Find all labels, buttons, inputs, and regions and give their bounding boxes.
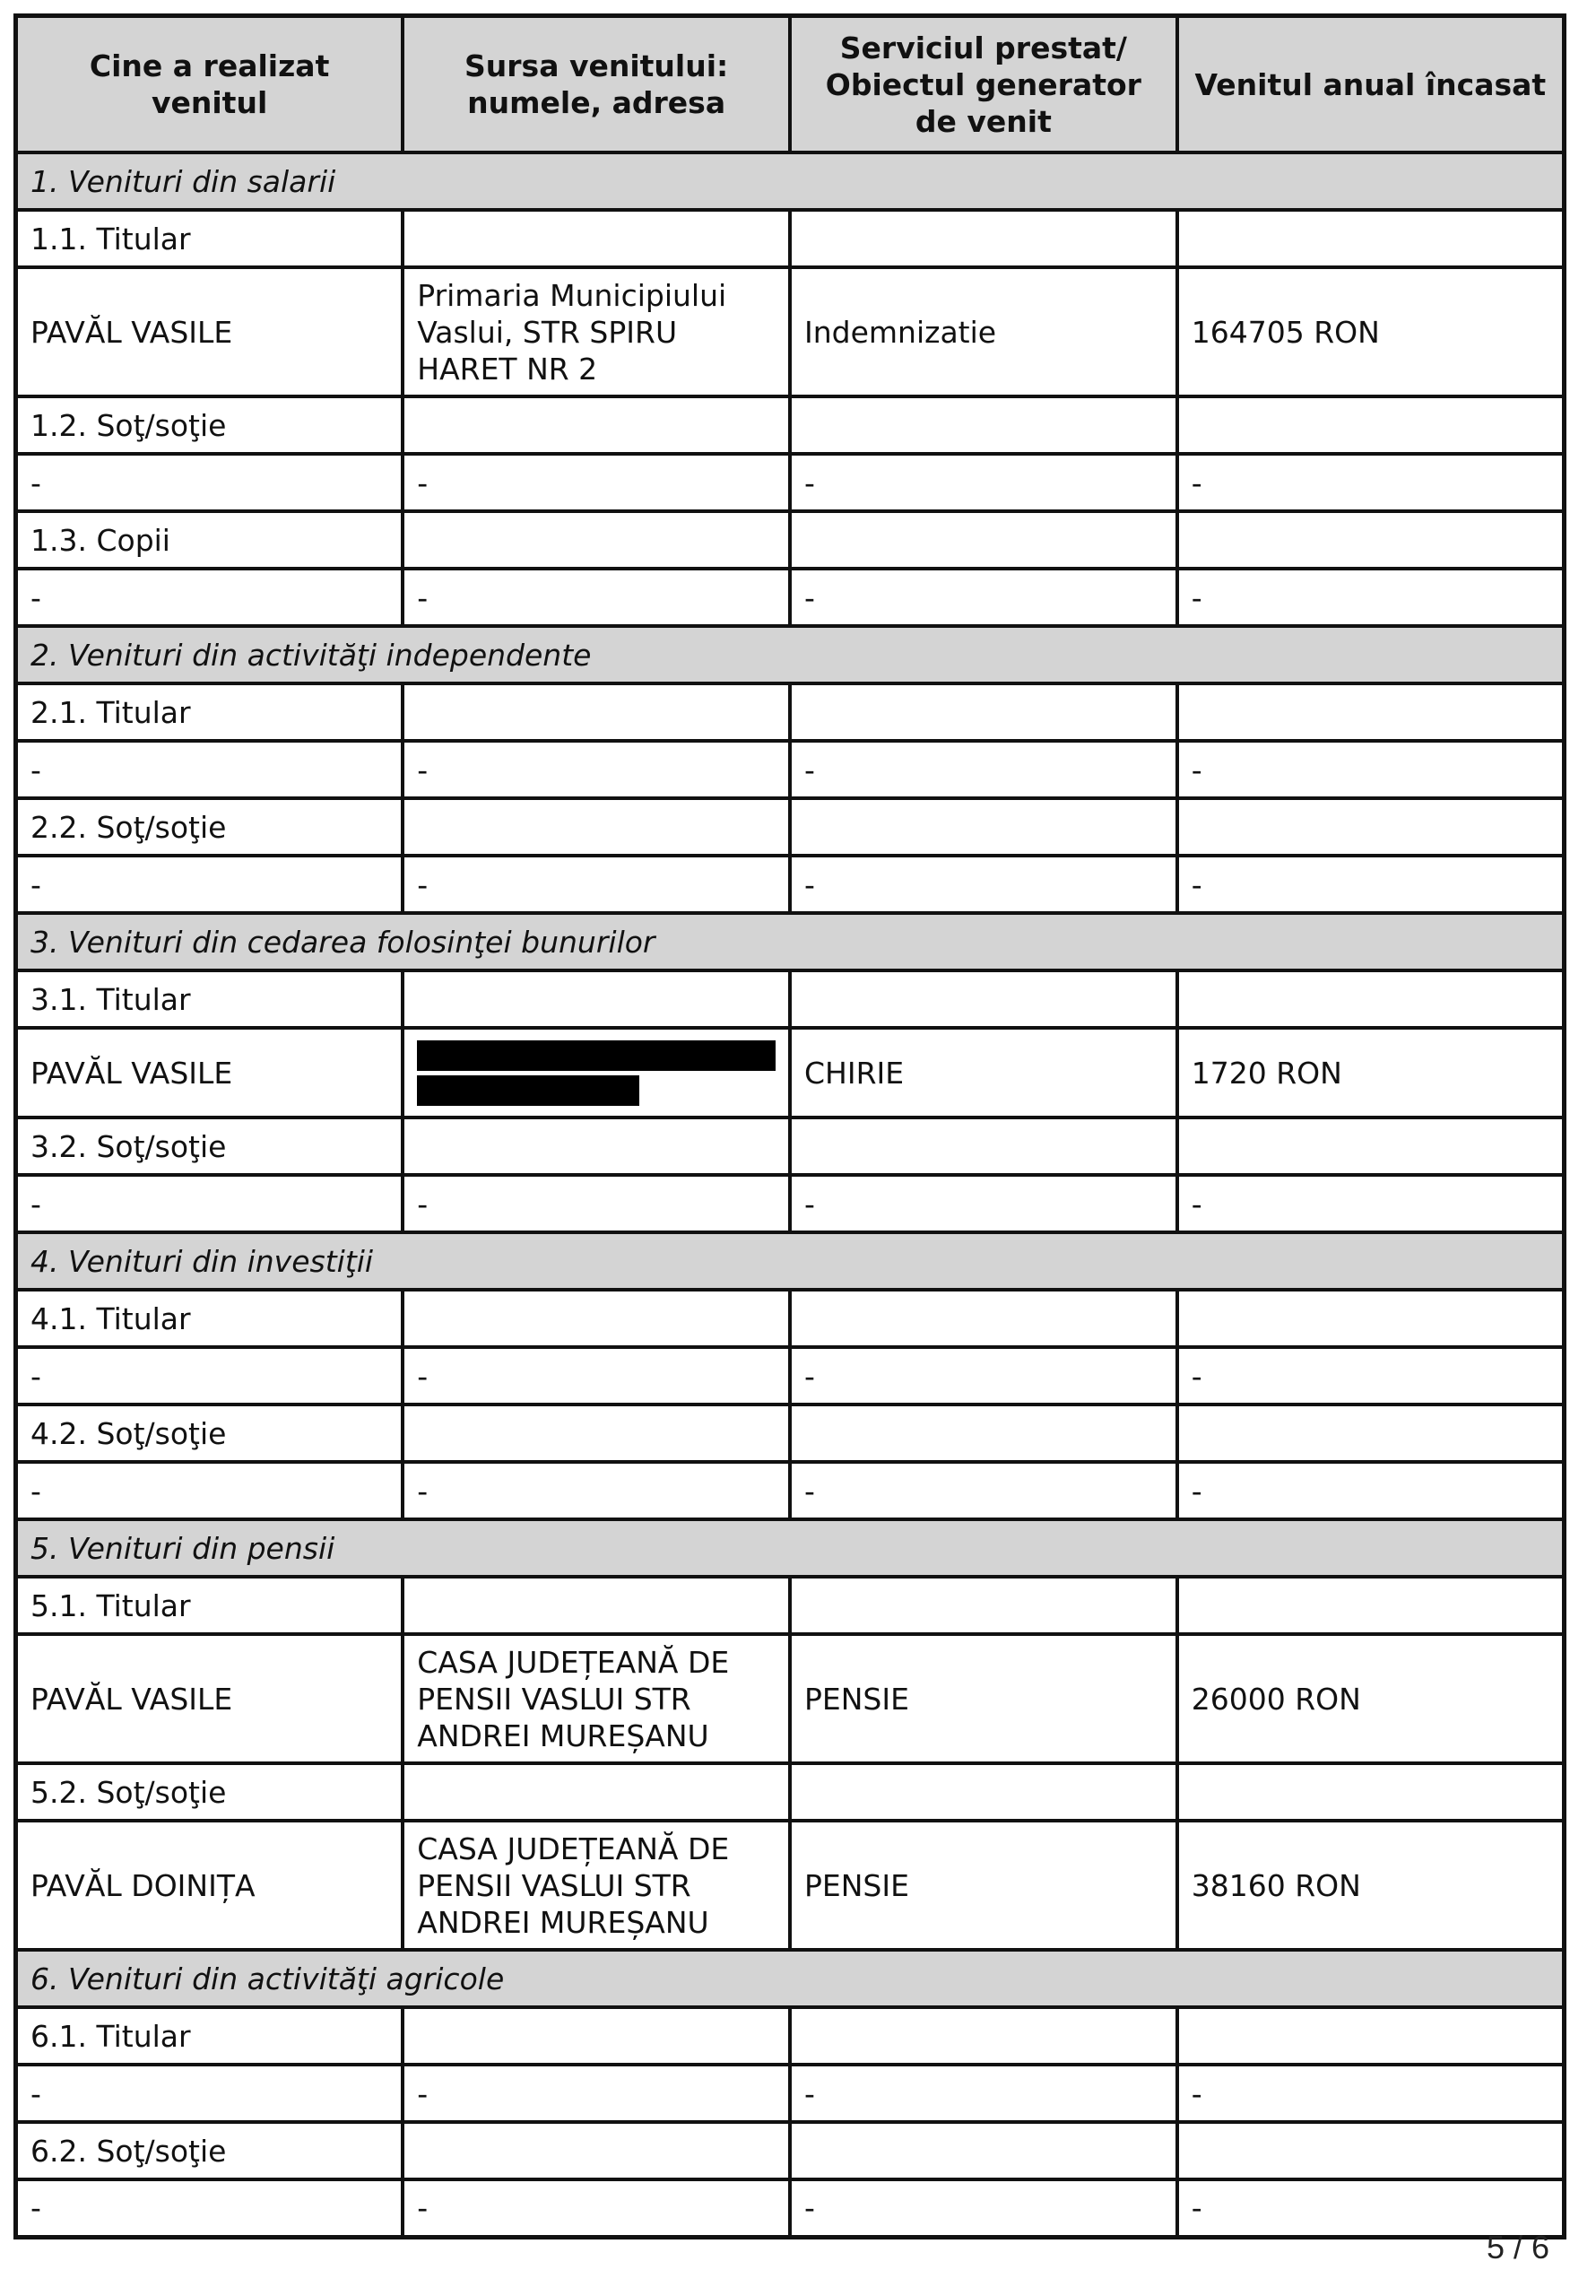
cell-service: CHIRIE (790, 1028, 1177, 1118)
table-row (16, 396, 1565, 454)
cell-service (790, 683, 1177, 741)
cell-source (403, 1290, 790, 1347)
cell-source (403, 683, 790, 741)
section-title: 2. Venituri din activităţi independente (16, 626, 1565, 683)
cell-source: Primaria Municipiului Vaslui, STR SPIRU HARET NR 2 (403, 267, 790, 396)
income-declaration-table (13, 13, 1566, 2239)
cell-income: - (1177, 2065, 1565, 2122)
cell-income (1177, 210, 1565, 267)
cell-service (790, 2122, 1177, 2179)
cell-service: - (790, 1347, 1177, 1405)
cell-service: - (790, 454, 1177, 511)
cell-source: - (403, 856, 790, 913)
section-title: 6. Venituri din activităţi agricole (16, 1950, 1565, 2007)
table-row (16, 856, 1565, 913)
cell-income: 38160 RON (1177, 1821, 1565, 1950)
cell-service (790, 1118, 1177, 1175)
cell-income (1177, 511, 1565, 569)
section-title: 1. Venituri din salarii (16, 152, 1565, 210)
table-row (16, 1290, 1565, 1347)
table-row (16, 267, 1565, 396)
table-row (16, 1634, 1565, 1763)
table-row (16, 1175, 1565, 1232)
cell-service (790, 1763, 1177, 1821)
table-row (16, 1405, 1565, 1462)
table-row (16, 683, 1565, 741)
cell-who: - (16, 454, 403, 511)
cell-service: Indemnizatie (790, 267, 1177, 396)
cell-income (1177, 1118, 1565, 1175)
table-row (16, 569, 1565, 626)
cell-service (790, 1577, 1177, 1634)
table-row (16, 798, 1565, 856)
cell-who: 6.1. Titular (16, 2007, 403, 2065)
table-row (16, 2179, 1565, 2237)
cell-income: - (1177, 454, 1565, 511)
cell-income: - (1177, 569, 1565, 626)
table-row (16, 1763, 1565, 1821)
cell-who: - (16, 1175, 403, 1232)
cell-income: 1720 RON (1177, 1028, 1565, 1118)
cell-who: 1.2. Soţ/soţie (16, 396, 403, 454)
cell-income (1177, 396, 1565, 454)
cell-source: - (403, 1462, 790, 1519)
cell-income: - (1177, 2179, 1565, 2237)
cell-service: - (790, 569, 1177, 626)
cell-service (790, 396, 1177, 454)
cell-source: - (403, 1347, 790, 1405)
section-title: 5. Venituri din pensii (16, 1519, 1565, 1577)
section-row (16, 1519, 1565, 1577)
cell-source (403, 1405, 790, 1462)
cell-income (1177, 798, 1565, 856)
cell-income: - (1177, 741, 1565, 798)
cell-income (1177, 2122, 1565, 2179)
cell-income (1177, 1577, 1565, 1634)
table-row (16, 2007, 1565, 2065)
table-row (16, 1821, 1565, 1950)
cell-who: 2.1. Titular (16, 683, 403, 741)
cell-who: 1.3. Copii (16, 511, 403, 569)
table-row (16, 210, 1565, 267)
cell-who: 4.2. Soţ/soţie (16, 1405, 403, 1462)
cell-who: - (16, 1347, 403, 1405)
cell-who: 1.1. Titular (16, 210, 403, 267)
cell-service (790, 2007, 1177, 2065)
cell-who: 3.2. Soţ/soţie (16, 1118, 403, 1175)
table-row (16, 511, 1565, 569)
cell-service: - (790, 1175, 1177, 1232)
table-row (16, 1028, 1565, 1118)
cell-service (790, 210, 1177, 267)
cell-who: 3.1. Titular (16, 970, 403, 1028)
cell-source (403, 2122, 790, 2179)
cell-source: - (403, 1175, 790, 1232)
table-header-row (16, 16, 1565, 153)
cell-service (790, 1290, 1177, 1347)
cell-source: CASA JUDEȚEANĂ DE PENSII VASLUI STR ANDREI MUREȘANU (403, 1821, 790, 1950)
cell-source: CASA JUDEȚEANĂ DE PENSII VASLUI STR ANDREI MUREȘANU (403, 1634, 790, 1763)
cell-service: PENSIE (790, 1821, 1177, 1950)
cell-income (1177, 683, 1565, 741)
cell-income: 164705 RON (1177, 267, 1565, 396)
cell-income (1177, 970, 1565, 1028)
cell-service: - (790, 2065, 1177, 2122)
cell-who: 2.2. Soţ/soţie (16, 798, 403, 856)
cell-who: 5.1. Titular (16, 1577, 403, 1634)
cell-source (403, 1577, 790, 1634)
cell-income: - (1177, 1462, 1565, 1519)
cell-service (790, 511, 1177, 569)
cell-income (1177, 2007, 1565, 2065)
cell-service: - (790, 741, 1177, 798)
cell-service (790, 970, 1177, 1028)
cell-service (790, 798, 1177, 856)
cell-who: 4.1. Titular (16, 1290, 403, 1347)
section-title: 4. Venituri din investiţii (16, 1232, 1565, 1290)
cell-income (1177, 1405, 1565, 1462)
cell-who: PAVĂL VASILE (16, 1634, 403, 1763)
table-row (16, 741, 1565, 798)
cell-income: - (1177, 856, 1565, 913)
cell-income: - (1177, 1175, 1565, 1232)
cell-source: - (403, 2179, 790, 2237)
section-row (16, 1950, 1565, 2007)
cell-source: - (403, 741, 790, 798)
cell-who: - (16, 2065, 403, 2122)
table-row (16, 454, 1565, 511)
cell-who: 5.2. Soţ/soţie (16, 1763, 403, 1821)
cell-service: - (790, 2179, 1177, 2237)
cell-who: - (16, 1462, 403, 1519)
cell-source: - (403, 454, 790, 511)
cell-source-redacted (403, 1028, 790, 1118)
cell-source (403, 1763, 790, 1821)
cell-service: - (790, 856, 1177, 913)
table-row (16, 1118, 1565, 1175)
cell-who: PAVĂL VASILE (16, 1028, 403, 1118)
cell-income: 26000 RON (1177, 1634, 1565, 1763)
cell-source (403, 1118, 790, 1175)
cell-service (790, 1405, 1177, 1462)
section-row (16, 626, 1565, 683)
page-number: 5 / 6 (1486, 2229, 1549, 2266)
cell-who: - (16, 569, 403, 626)
cell-service: - (790, 1462, 1177, 1519)
section-row (16, 913, 1565, 970)
table-row (16, 2065, 1565, 2122)
cell-income: - (1177, 1347, 1565, 1405)
cell-who: - (16, 741, 403, 798)
cell-who: PAVĂL DOINIȚA (16, 1821, 403, 1950)
section-row (16, 1232, 1565, 1290)
cell-source: - (403, 2065, 790, 2122)
section-row (16, 152, 1565, 210)
cell-source (403, 511, 790, 569)
cell-who: - (16, 856, 403, 913)
cell-source (403, 970, 790, 1028)
table-row (16, 2122, 1565, 2179)
table-row (16, 1462, 1565, 1519)
cell-source (403, 210, 790, 267)
cell-service: PENSIE (790, 1634, 1177, 1763)
header-income: Venitul anual încasat (1177, 16, 1565, 153)
section-title: 3. Venituri din cedarea folosinţei bunurilor (16, 913, 1565, 970)
header-who: Cine a realizat venitul (16, 16, 403, 153)
table-row (16, 1577, 1565, 1634)
cell-who: PAVĂL VASILE (16, 267, 403, 396)
cell-who: 6.2. Soţ/soţie (16, 2122, 403, 2179)
cell-source (403, 2007, 790, 2065)
redaction-bar (417, 1040, 776, 1071)
cell-income (1177, 1290, 1565, 1347)
header-service: Serviciul prestat/ Obiectul generator de venit (790, 16, 1177, 153)
table-row (16, 1347, 1565, 1405)
cell-source (403, 396, 790, 454)
cell-source (403, 798, 790, 856)
cell-income (1177, 1763, 1565, 1821)
cell-who: - (16, 2179, 403, 2237)
cell-source: - (403, 569, 790, 626)
header-source: Sursa venitului: numele, adresa (403, 16, 790, 153)
redaction-bar (417, 1075, 639, 1106)
table-row (16, 970, 1565, 1028)
